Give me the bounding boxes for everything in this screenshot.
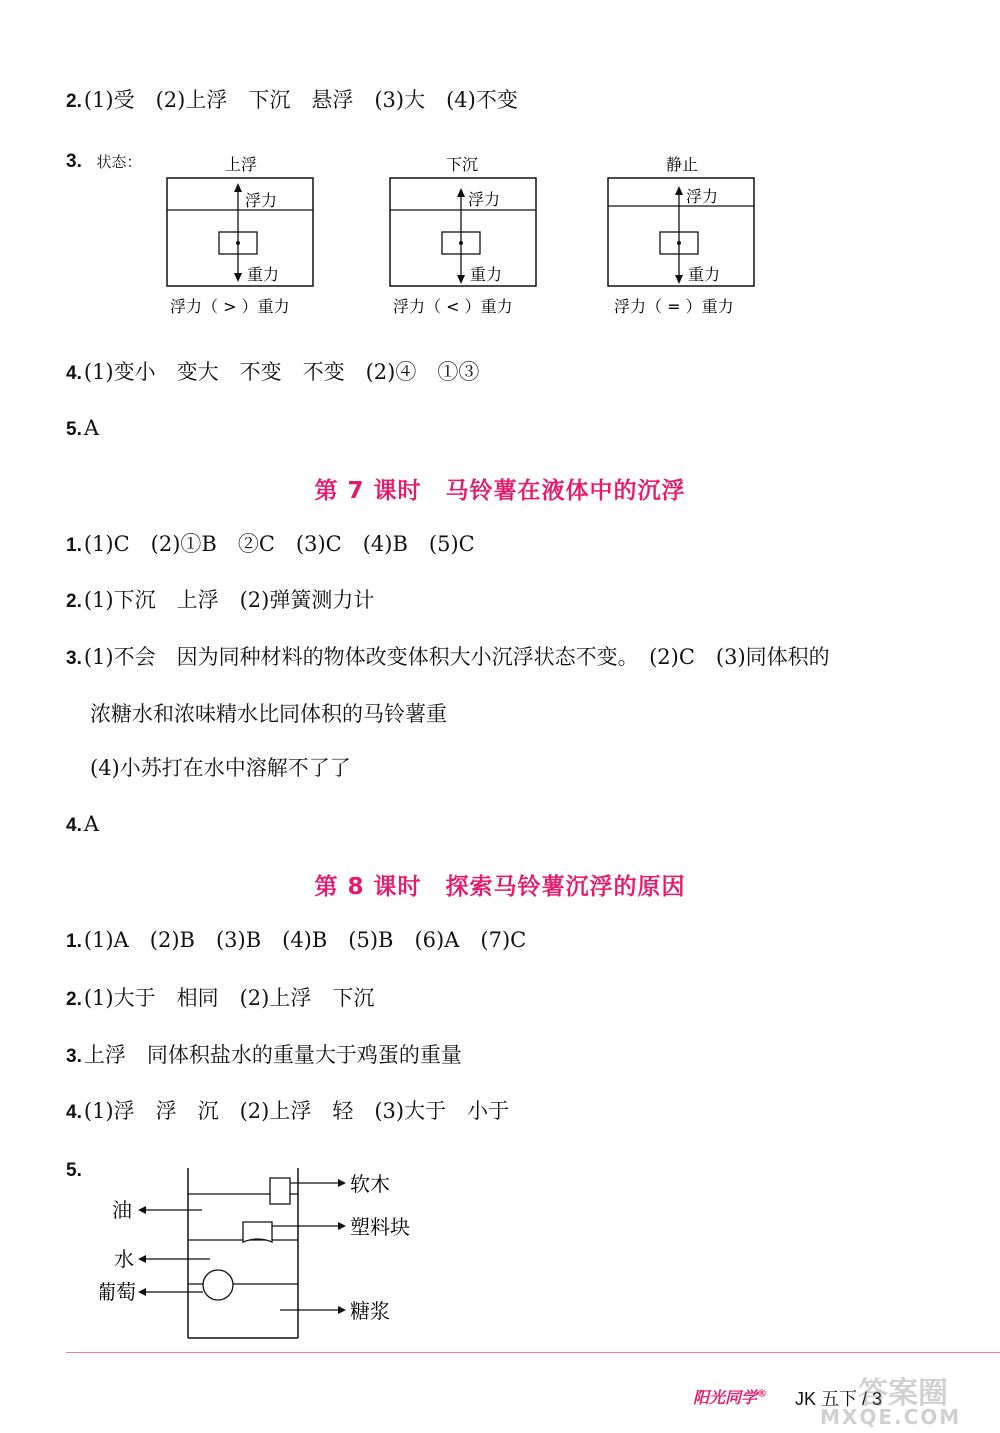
diagram-title: 下沉 <box>445 155 479 174</box>
lesson8-answer-5 <box>66 1155 84 1185</box>
float-diagram-svg <box>165 150 335 320</box>
oil-arrow-icon <box>138 1206 146 1214</box>
answer-text: (1)变小 变大 不变 不变 (2)④ ①③ <box>83 360 480 384</box>
lesson8-answer-2 <box>66 984 374 1014</box>
lesson7-answer-3-part4 <box>90 754 351 782</box>
comparison-caption: 浮力（ > ）重力 <box>170 297 290 316</box>
answer-text: (1)不会 因为同种材料的物体改变体积大小沉浮状态不变。 (2)C (3)同体积的 <box>83 645 830 669</box>
question-number: 4. <box>66 815 82 836</box>
grape-label: 葡萄 <box>100 1280 136 1304</box>
gravity-arrow-icon <box>675 275 683 284</box>
question-number: 1. <box>66 931 82 952</box>
gravity-label: 重力 <box>247 265 280 284</box>
buoyancy-arrow-icon <box>675 186 683 195</box>
answer-text: (1)下沉 上浮 (2)弹簧测力计 <box>83 588 375 612</box>
lesson7-heading: 第 7 课时 马铃薯在液体中的沉浮 <box>314 478 686 504</box>
watermark-domain: MXQE.COM <box>820 1405 962 1429</box>
brand-name: 阳光同学 <box>693 1388 758 1407</box>
question-number: 3. <box>66 648 82 669</box>
answer-text: 浓糖水和浓味精水比同体积的马铃薯重 <box>90 702 447 726</box>
lesson8-answer-3 <box>66 1041 462 1071</box>
answer-q5 <box>66 414 99 444</box>
question-number: 4. <box>66 363 82 384</box>
water-label: 水 <box>114 1247 134 1271</box>
answer-text: (1)A (2)B (3)B (4)B (5)B (6)A (7)C <box>83 928 527 952</box>
buoyancy-label: 浮力 <box>245 191 278 210</box>
buoyancy-arrow-icon <box>457 188 465 197</box>
lesson7-answer-2 <box>66 586 374 616</box>
diagram-title: 上浮 <box>224 155 258 174</box>
answer-text: (1)大于 相同 (2)上浮 下沉 <box>83 986 375 1010</box>
buoyancy-label: 浮力 <box>686 187 719 206</box>
grape-circle <box>203 1270 233 1300</box>
grape-arrow-icon <box>138 1288 146 1296</box>
question-number: 5. <box>66 419 82 440</box>
lesson7-answer-4 <box>66 810 99 840</box>
cork-arrow-icon <box>338 1179 346 1187</box>
lesson8-answer-1 <box>66 926 526 956</box>
question-number: 1. <box>66 535 82 556</box>
lesson7-answer-3 <box>66 643 830 673</box>
answer-text: (1)受 (2)上浮 下沉 悬浮 (3)大 (4)不变 <box>83 88 518 112</box>
registered-mark: ® <box>757 1388 768 1400</box>
watermark-logo: 答案圈 <box>858 1376 948 1411</box>
question-number: 2. <box>66 91 82 112</box>
buoyancy-label: 浮力 <box>468 190 501 209</box>
gravity-label: 重力 <box>688 265 721 284</box>
buoyancy-diagram-still <box>606 150 776 320</box>
gravity-label: 重力 <box>470 265 503 284</box>
cork-label: 软木 <box>350 1172 390 1196</box>
liquid-layers-svg <box>100 1160 440 1350</box>
brand-logo <box>693 1385 767 1408</box>
answer-text: A <box>83 812 100 836</box>
syrup-label: 糖浆 <box>350 1299 390 1323</box>
answer-q2 <box>66 86 518 116</box>
gravity-arrow-icon <box>457 275 465 284</box>
answer-text: A <box>83 416 100 440</box>
answer-q3 <box>66 146 142 176</box>
answer-q4 <box>66 358 479 388</box>
question-number: 2. <box>66 989 82 1010</box>
buoyancy-diagram-sink <box>388 150 558 320</box>
lesson7-answer-3-cont <box>90 700 447 728</box>
plastic-arrow-icon <box>338 1222 346 1230</box>
buoyancy-diagram-float <box>165 150 335 320</box>
buoyancy-arrow-icon <box>234 183 242 192</box>
water-arrow-icon <box>138 1255 146 1263</box>
page-code: JK 五下 / 3 <box>795 1389 883 1409</box>
answer-text: 上浮 同体积盐水的重量大于鸡蛋的重量 <box>83 1043 462 1067</box>
question-number: 3. <box>66 151 82 172</box>
oil-label: 油 <box>112 1198 132 1222</box>
state-label: 状态： <box>96 153 142 171</box>
question-number: 5. <box>66 1160 82 1181</box>
still-diagram-svg <box>606 150 776 320</box>
lesson8-answer-4 <box>66 1097 509 1127</box>
plastic-block <box>243 1222 272 1242</box>
syrup-arrow-icon <box>338 1306 346 1314</box>
footer-divider <box>66 1352 1000 1353</box>
answer-text: (1)C (2)①B ②C (3)C (4)B (5)C <box>83 532 475 556</box>
answer-text: (4)小苏打在水中溶解不了了 <box>90 756 351 780</box>
cork-block <box>270 1178 290 1204</box>
lesson8-heading: 第 8 课时 探索马铃薯沉浮的原因 <box>314 874 686 900</box>
plastic-label: 塑料块 <box>350 1215 410 1239</box>
comparison-caption: 浮力（ < ）重力 <box>393 297 513 316</box>
answer-text: (1)浮 浮 沉 (2)上浮 轻 (3)大于 小于 <box>83 1099 510 1123</box>
sink-diagram-svg <box>388 150 558 320</box>
question-number: 3. <box>66 1046 82 1067</box>
comparison-caption: 浮力（ = ）重力 <box>614 297 734 316</box>
liquid-layers-diagram <box>100 1160 440 1350</box>
question-number: 2. <box>66 591 82 612</box>
gravity-arrow-icon <box>234 273 242 282</box>
lesson7-answer-1 <box>66 530 475 560</box>
diagram-title: 静止 <box>665 155 699 174</box>
question-number: 4. <box>66 1102 82 1123</box>
